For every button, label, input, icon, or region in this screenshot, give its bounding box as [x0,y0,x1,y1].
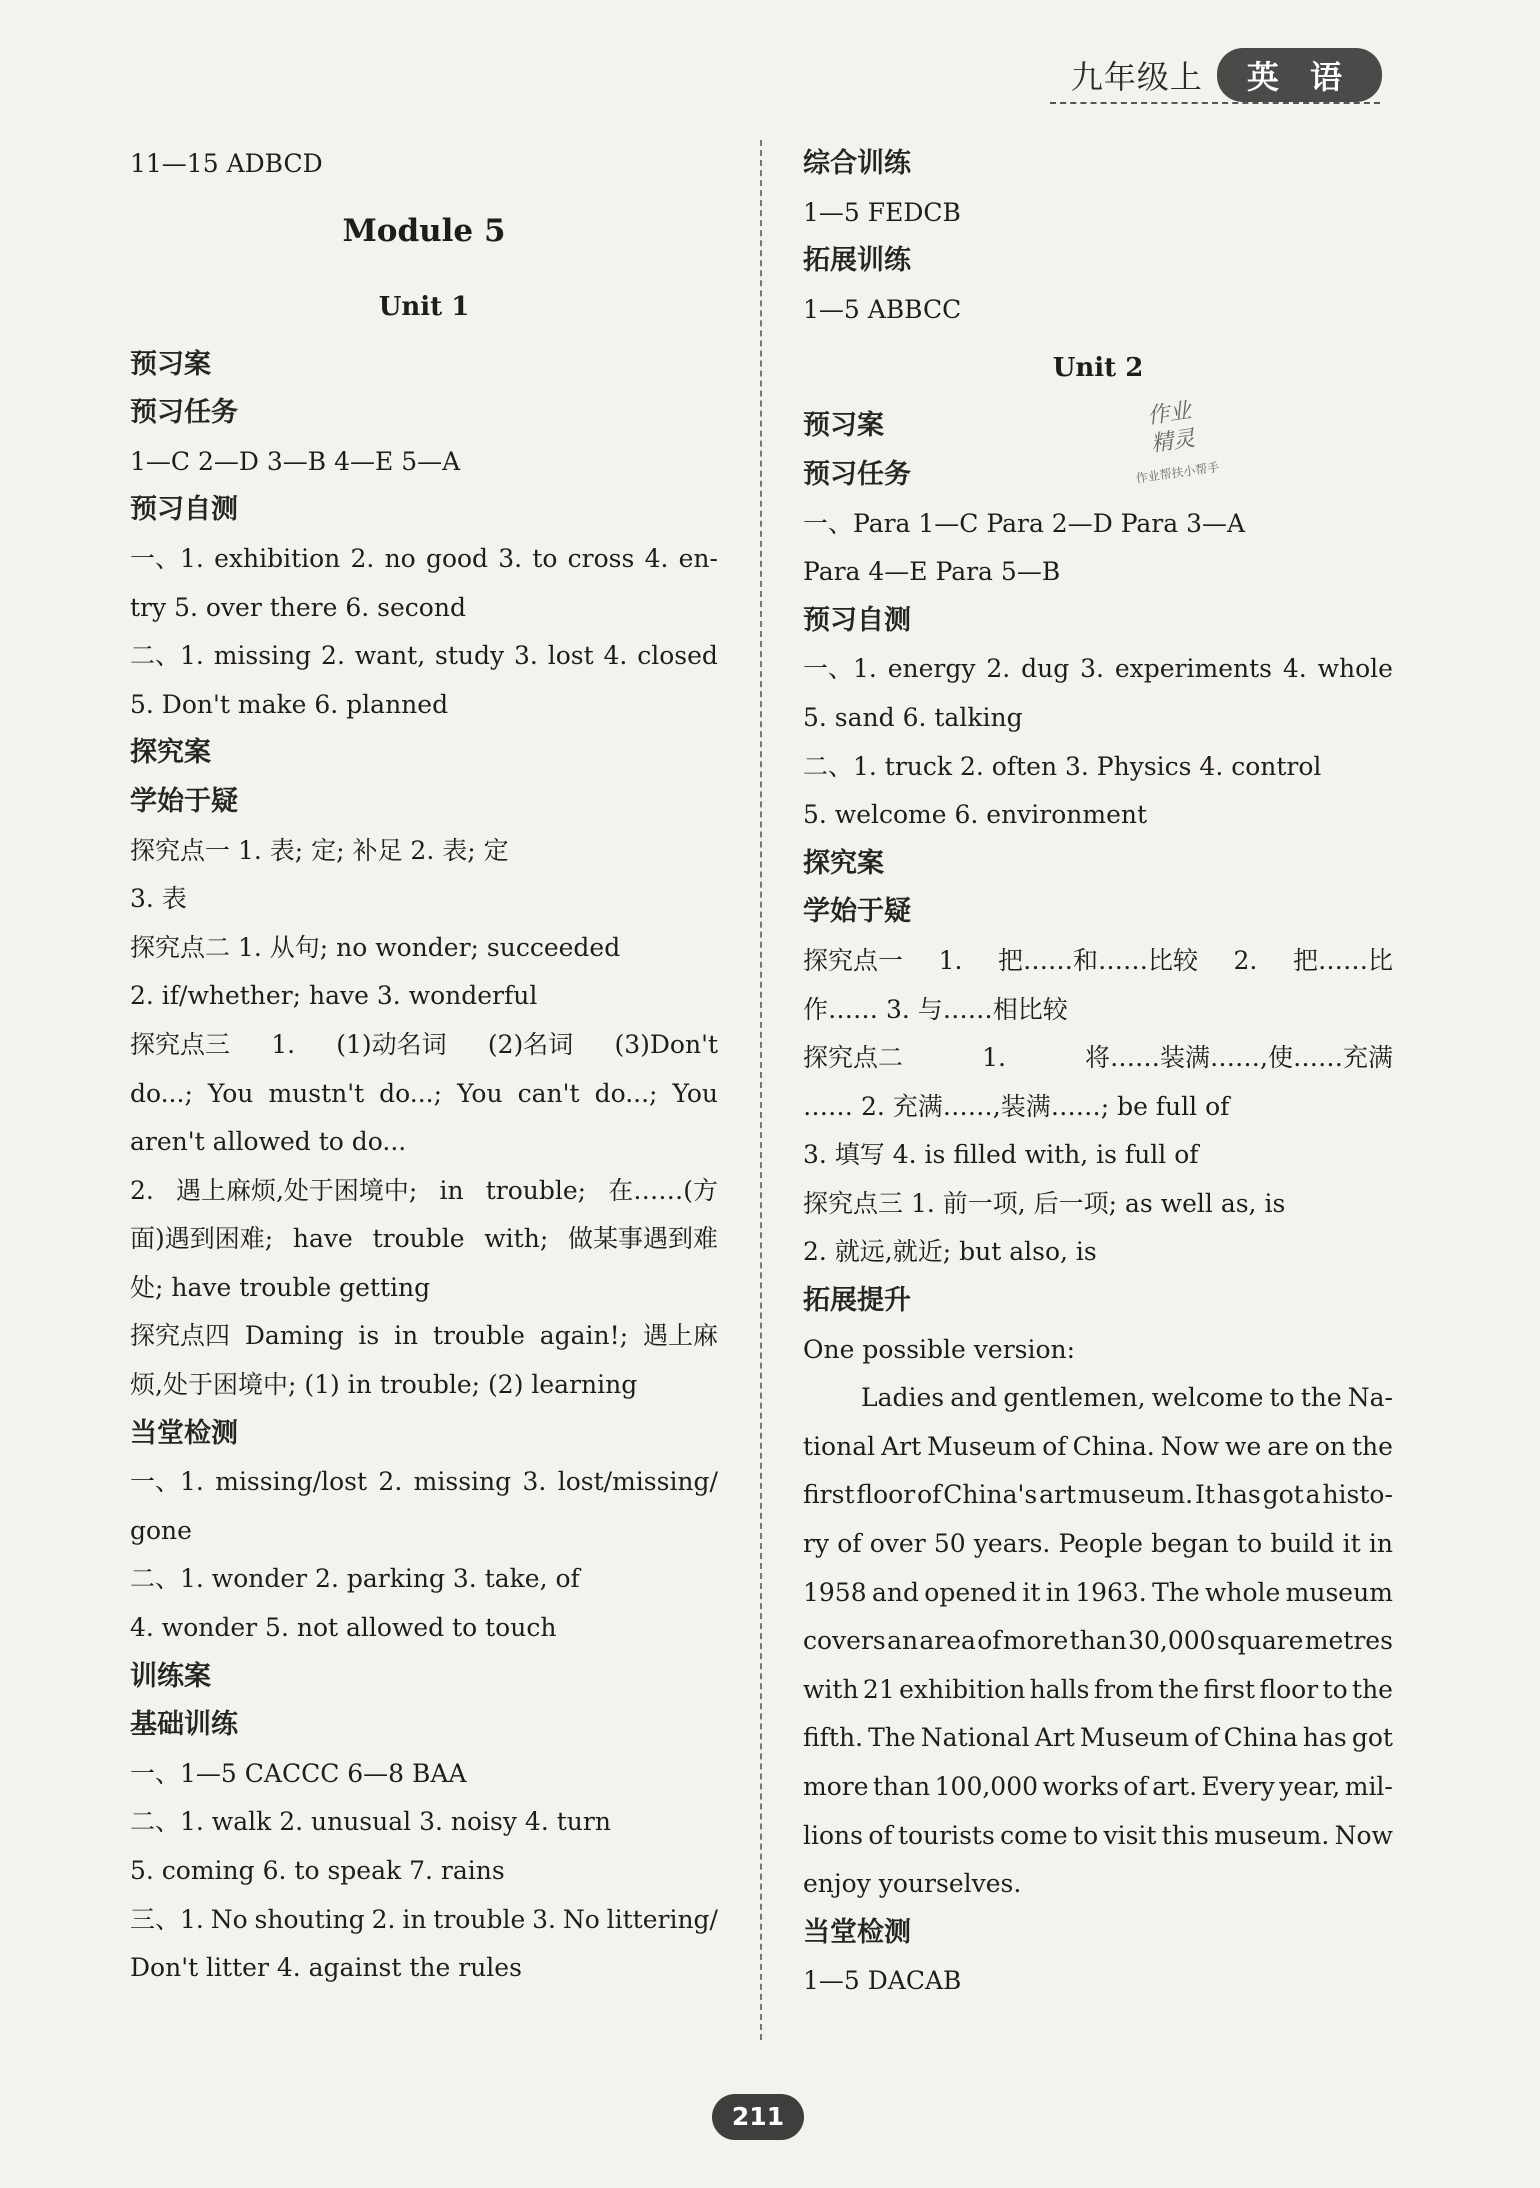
subject-badge: 英 语 [1217,48,1382,102]
answer-line: 5. coming 6. to speak 7. rains [130,1856,505,1885]
answer-line: 二、1. walk 2. unusual 3. noisy 4. turn [130,1807,611,1837]
section-heading: 预习自测 [803,604,911,636]
grade-label: 九年级上 [1070,58,1203,96]
answer-line: 探究点二 1. 从句; no wonder; succeeded [130,932,621,962]
answer-line: 1—C 2—D 3—B 4—E 5—A [130,446,461,476]
header-rule [1050,102,1380,104]
section-heading: 当堂检测 [130,1417,238,1449]
answer-line: 1958 and opened it in 1963. The whole museum [803,1577,1393,1607]
answer-line: 探究点二 1. 将……装满……,使……充满 [803,1043,1393,1073]
answer-line: 探究点一 1. 表; 定; 补足 2. 表; 定 [130,835,509,865]
page-number: 211 [712,2094,804,2140]
module-title: Module 5 [342,212,506,249]
section-heading: 拓展训练 [803,245,911,277]
section-heading: 综合训练 [803,148,911,179]
answer-line: tional Art Museum of China. Now we are on the [803,1431,1393,1461]
answer-line: gone [130,1515,192,1545]
answer-line: covers an area of more than 30,000 square metres [803,1626,1393,1656]
answer-line: 一、1. energy 2. dug 3. experiments 4. whole [803,654,1393,684]
section-heading: 学始于疑 [803,896,911,928]
answer-line: 探究点三 1. (1)动名词 (2)名词 (3)Don't [130,1029,718,1059]
stamp-line-1: 作业 [1145,398,1193,430]
answer-line: …… 2. 充满……,装满……; be full of [803,1091,1230,1121]
answer-line: 11—15 ADBCD [130,149,323,178]
column-divider [760,140,762,2040]
section-heading: 探究案 [803,847,884,879]
page-header [1071,48,1382,102]
left-column [130,140,718,1993]
answer-line: Don't litter 4. against the rules [130,1953,522,1983]
answer-line: do...; You mustn't do...; You can't do...; You [130,1078,718,1108]
answer-line: with 21 exhibition halls from the first floor to the [803,1674,1393,1704]
answer-line: One possible version: [803,1334,1076,1364]
answer-line: 二、1. truck 2. often 3. Physics 4. control [803,751,1322,781]
answer-line: ry of over 50 years. People began to build it in [803,1529,1393,1559]
section-heading: 预习任务 [130,397,238,429]
answer-line: 5. welcome 6. environment [803,800,1148,830]
right-column [803,140,1393,2006]
answer-line: first floor of China's art museum. It has got a histo- [803,1480,1393,1510]
answer-line: 三、1. No shouting 2. in trouble 3. No littering/ [130,1904,718,1934]
section-heading: 拓展提升 [803,1285,911,1317]
section-heading: 当堂检测 [803,1916,911,1948]
stamp-line-2: 精灵 [1149,426,1197,458]
answer-line: 5. Don't make 6. planned [130,689,449,719]
answer-line: more than 100,000 works of art. Every year, mil- [803,1772,1393,1801]
answer-line: 4. wonder 5. not allowed to touch [130,1613,557,1643]
answer-line: fifth. The National Art Museum of China has got [803,1723,1393,1753]
section-heading: 预习案 [130,348,211,380]
answer-line: 一、1. missing/lost 2. missing 3. lost/missing/ [130,1467,718,1497]
unit-title: Unit 2 [1052,353,1144,384]
answer-line: 探究点一 1. 把……和……比较 2. 把……比 [803,945,1393,975]
unit-title: Unit 1 [378,291,470,322]
section-heading: 学始于疑 [130,785,238,817]
section-heading: 预习案 [803,410,884,442]
answer-line: 作…… 3. 与……相比较 [803,994,1068,1024]
answer-line: 一、1—5 CACCC 6—8 BAA [130,1758,467,1788]
section-heading: 训练案 [130,1660,211,1692]
answer-line: Ladies and gentlemen, welcome to the Na- [861,1383,1393,1413]
section-heading: 预习自测 [130,494,238,526]
answer-line: 5. sand 6. talking [803,702,1023,732]
section-heading: 基础训练 [130,1709,238,1741]
answer-line: 处; have trouble getting [130,1272,431,1302]
answer-line: aren't allowed to do... [130,1127,407,1157]
answer-line: 2. if/whether; have 3. wonderful [130,981,538,1011]
answer-line: 3. 填写 4. is filled with, is full of [803,1140,1199,1170]
answer-line: 一、1. exhibition 2. no good 3. to cross 4. en- [130,543,718,573]
section-heading: 探究案 [130,737,211,769]
section-heading: 预习任务 [803,458,911,490]
answer-line: try 5. over there 6. second [130,592,466,622]
answer-line: Para 4—E Para 5—B [803,557,1061,587]
answer-line: 2. 遇上麻烦,处于困境中; in trouble; 在……(方 [130,1175,718,1205]
answer-line: 二、1. missing 2. want, study 3. lost 4. closed [130,641,718,671]
answer-line: 二、1. wonder 2. parking 3. take, of [130,1564,580,1594]
answer-line: lions of tourists come to visit this museum. Now [803,1820,1393,1850]
answer-line: 1—5 DACAB [803,1966,962,1996]
stamp-line-3: 作业帮扶小帮手 [1134,460,1221,486]
answer-line: 3. 表 [130,884,187,914]
answer-line: 面)遇到困难; have trouble with; 做某事遇到难 [130,1224,718,1254]
answer-line: 烦,处于困境中; (1) in trouble; (2) learning [130,1370,638,1400]
answer-line: 一、Para 1—C Para 2—D Para 3—A [803,508,1246,538]
answer-line: enjoy yourselves. [803,1869,1022,1899]
answer-line: 探究点三 1. 前一项, 后一项; as well as, is [803,1188,1286,1218]
answer-line: 探究点四 Daming is in trouble again!; 遇上麻 [130,1321,718,1351]
answer-line: 1—5 FEDCB [803,197,961,227]
answer-line: 2. 就远,就近; but also, is [803,1237,1097,1267]
answer-line: 1—5 ABBCC [803,294,962,324]
watermark-stamp [1108,392,1242,518]
